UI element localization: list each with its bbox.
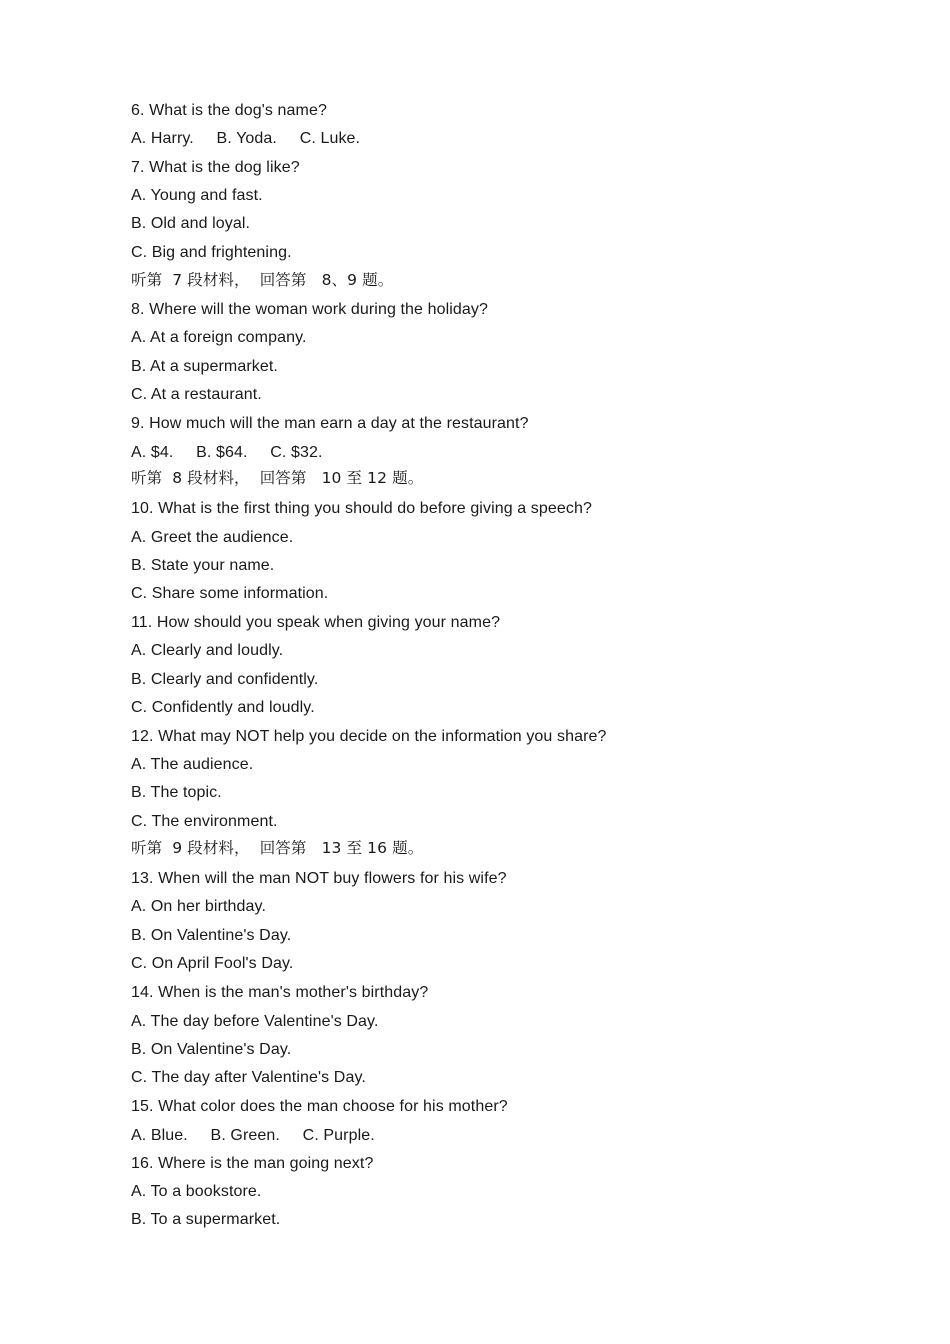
section-instruction: 听第 8 段材料， 回答第 10 至 12 题。 [131, 469, 424, 487]
answer-option: A. To a bookstore. [131, 1183, 262, 1200]
answer-option: C. Big and frightening. [131, 244, 292, 261]
question-text: 6. What is the dog's name? [131, 102, 327, 119]
answer-option: A. Harry. B. Yoda. C. Luke. [131, 130, 361, 147]
question-text: 12. What may NOT help you decide on the information you share? [131, 728, 607, 745]
answer-option: B. State your name. [131, 557, 275, 574]
answer-option: B. Old and loyal. [131, 215, 251, 232]
section-instruction: 听第 9 段材料， 回答第 13 至 16 题。 [131, 839, 424, 857]
answer-option: B. At a supermarket. [131, 358, 278, 375]
answer-option: A. $4. B. $64. C. $32. [131, 444, 323, 461]
answer-option: C. The environment. [131, 813, 278, 830]
answer-option: A. Blue. B. Green. C. Purple. [131, 1127, 375, 1144]
answer-option: B. On Valentine's Day. [131, 1041, 292, 1058]
question-text: 8. Where will the woman work during the holiday? [131, 301, 488, 318]
answer-option: A. Greet the audience. [131, 529, 294, 546]
question-text: 16. Where is the man going next? [131, 1155, 374, 1172]
answer-option: A. The day before Valentine's Day. [131, 1013, 379, 1030]
answer-option: B. Clearly and confidently. [131, 671, 319, 688]
answer-option: C. Share some information. [131, 585, 329, 602]
answer-option: B. On Valentine's Day. [131, 927, 292, 944]
answer-option: A. At a foreign company. [131, 329, 307, 346]
answer-option: B. The topic. [131, 784, 222, 801]
answer-option: C. Confidently and loudly. [131, 699, 315, 716]
answer-option: C. On April Fool's Day. [131, 955, 294, 972]
answer-option: B. To a supermarket. [131, 1211, 281, 1228]
question-text: 14. When is the man's mother's birthday? [131, 984, 429, 1001]
answer-option: A. The audience. [131, 756, 254, 773]
answer-option: A. Clearly and loudly. [131, 642, 284, 659]
question-text: 13. When will the man NOT buy flowers for his wife? [131, 870, 507, 887]
answer-option: C. At a restaurant. [131, 386, 262, 403]
answer-option: C. The day after Valentine's Day. [131, 1069, 366, 1086]
answer-option: A. Young and fast. [131, 187, 263, 204]
section-instruction: 听第 7 段材料， 回答第 8、9 题。 [131, 271, 394, 289]
question-text: 10. What is the first thing you should do before giving a speech? [131, 500, 592, 517]
question-text: 15. What color does the man choose for his mother? [131, 1098, 508, 1115]
question-text: 7. What is the dog like? [131, 159, 300, 176]
question-text: 9. How much will the man earn a day at the restaurant? [131, 415, 529, 432]
answer-option: A. On her birthday. [131, 898, 267, 915]
question-text: 11. How should you speak when giving your name? [131, 614, 501, 631]
